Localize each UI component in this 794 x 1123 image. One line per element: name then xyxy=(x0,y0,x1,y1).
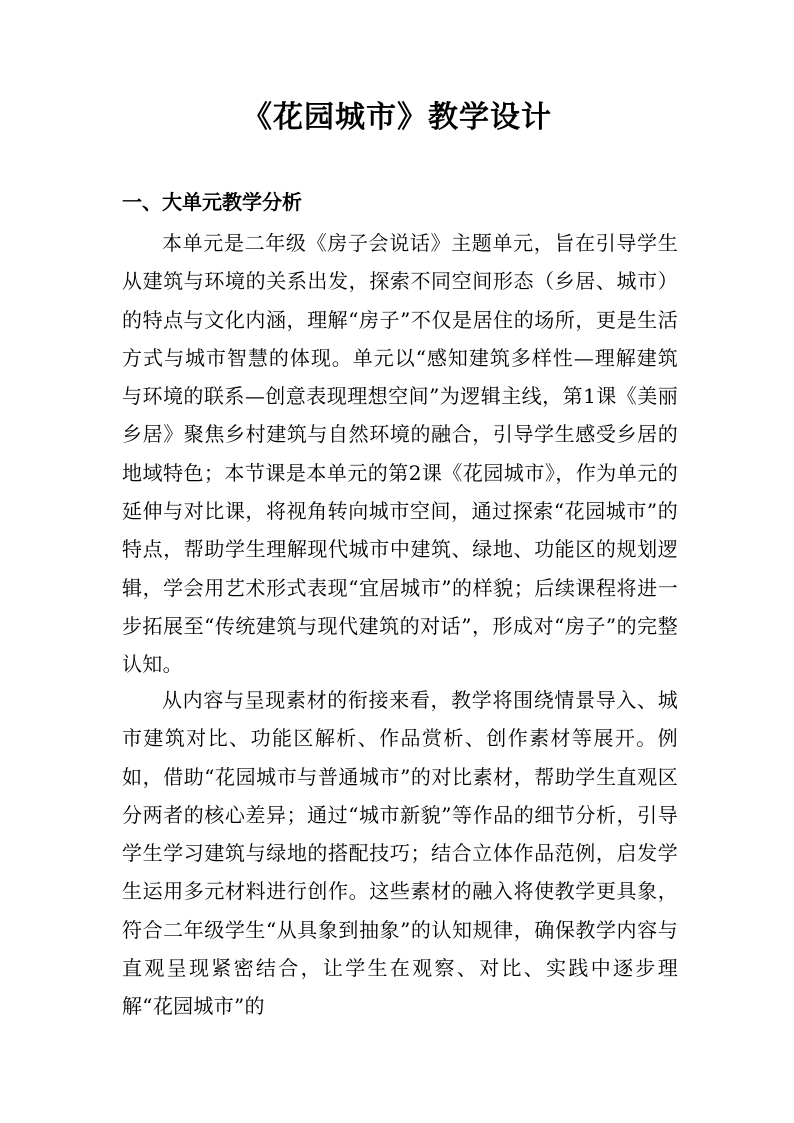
document-title: 《花园城市》教学设计 xyxy=(242,100,552,135)
body-paragraph: 本单元是二年级《房子会说话》主题单元，旨在引导学生从建筑与环境的关系出发，探索不同空间形态（乡居、城市）的特点与文化内涵，理解“房子”不仅是居住的场所，更是生活方式与城市智慧的体现。单元以“感知建筑多样性—理解建筑与环境的联系—创意表现理想空间”为逻辑主线，第1课《美丽乡居》聚焦乡村建筑与自然环境的融合，引导学生感受乡居的地域特色；本节课是本单元的第2课《花园城市》，作为单元的延伸与对比课，将视角转向城市空间，通过探索“花园城市”的特点，帮助学生理解现代城市中建筑、绿地、功能区的规划逻辑，学会用艺术形式表现“宜居城市”的样貌；后续课程将进一步拓展至“传统建筑与现代建筑的对话”，形成对“房子”的完整认知。 xyxy=(122,231,678,677)
body-paragraph: 从内容与呈现素材的衔接来看，教学将围绕情景导入、城市建筑对比、功能区解析、作品赏析、创作素材等展开。例如，借助“花园城市与普通城市”的对比素材，帮助学生直观区分两者的核心差异；通过“城市新貌”等作品的细节分析，引导学生学习建筑与绿地的搭配技巧；结合立体作品范例，启发学生运用多元材料进行创作。这些素材的融入将使教学更具象，符合二年级学生“从具象到抽象”的认知规律，确保教学内容与直观呈现紧密结合，让学生在观察、对比、实践中逐步理解“花园城市”的 xyxy=(122,688,678,1019)
section-heading: 一、大单元教学分析 xyxy=(122,190,302,214)
